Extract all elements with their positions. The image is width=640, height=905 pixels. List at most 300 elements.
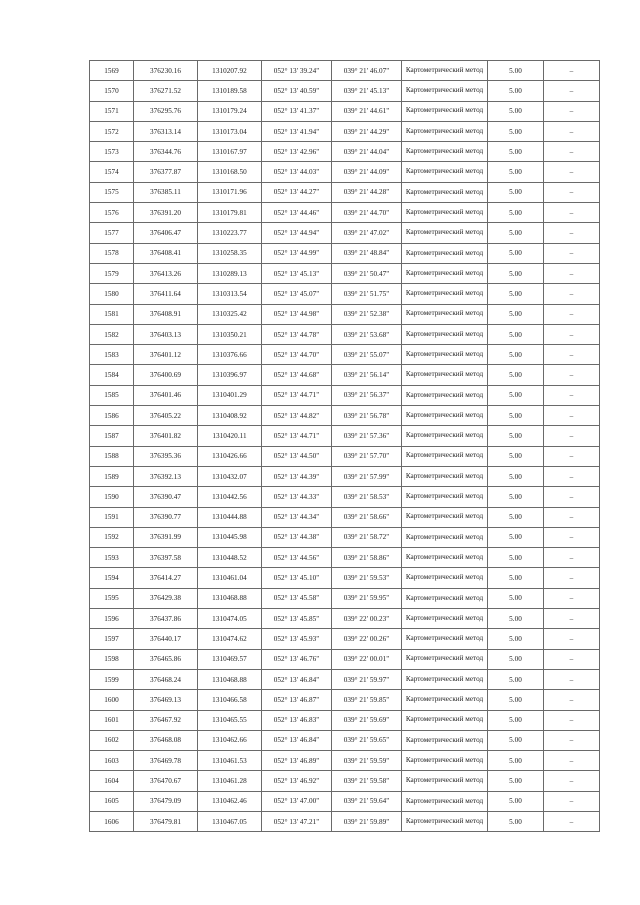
y-coordinate-cell: 1310171.96 bbox=[198, 182, 262, 202]
longitude-cell: 039° 21' 55.07" bbox=[332, 345, 402, 365]
method-cell: Картометрический метод bbox=[402, 507, 488, 527]
note-cell: – bbox=[544, 811, 600, 831]
longitude-cell: 039° 22' 00.01" bbox=[332, 649, 402, 669]
table-row bbox=[90, 710, 600, 730]
latitude-cell: 052° 13' 44.56" bbox=[262, 548, 332, 568]
method-cell: Картометрический метод bbox=[402, 61, 488, 81]
note-cell: – bbox=[544, 669, 600, 689]
longitude-cell: 039° 21' 59.89" bbox=[332, 811, 402, 831]
table-row bbox=[90, 81, 600, 101]
y-coordinate-cell: 1310401.29 bbox=[198, 385, 262, 405]
point-number-cell: 1605 bbox=[90, 791, 134, 811]
longitude-cell: 039° 21' 44.09" bbox=[332, 162, 402, 182]
point-number-cell: 1584 bbox=[90, 365, 134, 385]
y-coordinate-cell: 1310173.04 bbox=[198, 121, 262, 141]
latitude-cell: 052° 13' 44.82" bbox=[262, 406, 332, 426]
x-coordinate-cell: 376479.81 bbox=[134, 811, 198, 831]
point-number-cell: 1587 bbox=[90, 426, 134, 446]
x-coordinate-cell: 376414.27 bbox=[134, 568, 198, 588]
latitude-cell: 052° 13' 45.85" bbox=[262, 609, 332, 629]
x-coordinate-cell: 376390.77 bbox=[134, 507, 198, 527]
note-cell: – bbox=[544, 507, 600, 527]
x-coordinate-cell: 376468.24 bbox=[134, 669, 198, 689]
note-cell: – bbox=[544, 81, 600, 101]
longitude-cell: 039° 21' 58.53" bbox=[332, 487, 402, 507]
x-coordinate-cell: 376408.91 bbox=[134, 304, 198, 324]
x-coordinate-cell: 376406.47 bbox=[134, 223, 198, 243]
accuracy-cell: 5.00 bbox=[488, 284, 544, 304]
accuracy-cell: 5.00 bbox=[488, 466, 544, 486]
note-cell: – bbox=[544, 121, 600, 141]
accuracy-cell: 5.00 bbox=[488, 121, 544, 141]
latitude-cell: 052° 13' 44.46" bbox=[262, 203, 332, 223]
y-coordinate-cell: 1310474.05 bbox=[198, 609, 262, 629]
point-number-cell: 1595 bbox=[90, 588, 134, 608]
table-row bbox=[90, 771, 600, 791]
latitude-cell: 052° 13' 47.21" bbox=[262, 811, 332, 831]
x-coordinate-cell: 376437.86 bbox=[134, 609, 198, 629]
note-cell: – bbox=[544, 466, 600, 486]
point-number-cell: 1599 bbox=[90, 669, 134, 689]
note-cell: – bbox=[544, 345, 600, 365]
point-number-cell: 1585 bbox=[90, 385, 134, 405]
table-row bbox=[90, 527, 600, 547]
latitude-cell: 052° 13' 46.89" bbox=[262, 751, 332, 771]
table-row bbox=[90, 345, 600, 365]
method-cell: Картометрический метод bbox=[402, 243, 488, 263]
y-coordinate-cell: 1310465.55 bbox=[198, 710, 262, 730]
accuracy-cell: 5.00 bbox=[488, 710, 544, 730]
latitude-cell: 052° 13' 45.58" bbox=[262, 588, 332, 608]
y-coordinate-cell: 1310179.24 bbox=[198, 101, 262, 121]
method-cell: Картометрический метод bbox=[402, 730, 488, 750]
longitude-cell: 039° 21' 50.47" bbox=[332, 263, 402, 283]
y-coordinate-cell: 1310468.88 bbox=[198, 669, 262, 689]
table-row bbox=[90, 548, 600, 568]
note-cell: – bbox=[544, 243, 600, 263]
longitude-cell: 039° 21' 59.95" bbox=[332, 588, 402, 608]
longitude-cell: 039° 21' 57.70" bbox=[332, 446, 402, 466]
method-cell: Картометрический метод bbox=[402, 609, 488, 629]
method-cell: Картометрический метод bbox=[402, 527, 488, 547]
method-cell: Картометрический метод bbox=[402, 669, 488, 689]
y-coordinate-cell: 1310466.58 bbox=[198, 690, 262, 710]
method-cell: Картометрический метод bbox=[402, 385, 488, 405]
method-cell: Картометрический метод bbox=[402, 568, 488, 588]
note-cell: – bbox=[544, 101, 600, 121]
method-cell: Картометрический метод bbox=[402, 121, 488, 141]
accuracy-cell: 5.00 bbox=[488, 568, 544, 588]
method-cell: Картометрический метод bbox=[402, 304, 488, 324]
table-row bbox=[90, 446, 600, 466]
y-coordinate-cell: 1310376.66 bbox=[198, 345, 262, 365]
note-cell: – bbox=[544, 263, 600, 283]
longitude-cell: 039° 21' 59.58" bbox=[332, 771, 402, 791]
method-cell: Картометрический метод bbox=[402, 446, 488, 466]
x-coordinate-cell: 376403.13 bbox=[134, 324, 198, 344]
table-row bbox=[90, 203, 600, 223]
note-cell: – bbox=[544, 568, 600, 588]
latitude-cell: 052° 13' 44.34" bbox=[262, 507, 332, 527]
accuracy-cell: 5.00 bbox=[488, 162, 544, 182]
accuracy-cell: 5.00 bbox=[488, 426, 544, 446]
accuracy-cell: 5.00 bbox=[488, 345, 544, 365]
accuracy-cell: 5.00 bbox=[488, 669, 544, 689]
accuracy-cell: 5.00 bbox=[488, 730, 544, 750]
x-coordinate-cell: 376468.08 bbox=[134, 730, 198, 750]
latitude-cell: 052° 13' 46.84" bbox=[262, 669, 332, 689]
table-row bbox=[90, 669, 600, 689]
longitude-cell: 039° 22' 00.23" bbox=[332, 609, 402, 629]
note-cell: – bbox=[544, 588, 600, 608]
accuracy-cell: 5.00 bbox=[488, 771, 544, 791]
x-coordinate-cell: 376469.13 bbox=[134, 690, 198, 710]
accuracy-cell: 5.00 bbox=[488, 101, 544, 121]
method-cell: Картометрический метод bbox=[402, 284, 488, 304]
accuracy-cell: 5.00 bbox=[488, 365, 544, 385]
latitude-cell: 052° 13' 46.76" bbox=[262, 649, 332, 669]
y-coordinate-cell: 1310223.77 bbox=[198, 223, 262, 243]
point-number-cell: 1594 bbox=[90, 568, 134, 588]
table-row bbox=[90, 609, 600, 629]
note-cell: – bbox=[544, 446, 600, 466]
longitude-cell: 039° 21' 51.75" bbox=[332, 284, 402, 304]
table-row bbox=[90, 507, 600, 527]
note-cell: – bbox=[544, 730, 600, 750]
y-coordinate-cell: 1310408.92 bbox=[198, 406, 262, 426]
y-coordinate-cell: 1310258.35 bbox=[198, 243, 262, 263]
table-row bbox=[90, 629, 600, 649]
note-cell: – bbox=[544, 304, 600, 324]
table-row bbox=[90, 243, 600, 263]
point-number-cell: 1593 bbox=[90, 548, 134, 568]
x-coordinate-cell: 376391.99 bbox=[134, 527, 198, 547]
point-number-cell: 1591 bbox=[90, 507, 134, 527]
method-cell: Картометрический метод bbox=[402, 162, 488, 182]
latitude-cell: 052° 13' 41.37" bbox=[262, 101, 332, 121]
point-number-cell: 1588 bbox=[90, 446, 134, 466]
note-cell: – bbox=[544, 324, 600, 344]
method-cell: Картометрический метод bbox=[402, 649, 488, 669]
accuracy-cell: 5.00 bbox=[488, 548, 544, 568]
y-coordinate-cell: 1310468.88 bbox=[198, 588, 262, 608]
table-row bbox=[90, 365, 600, 385]
latitude-cell: 052° 13' 46.83" bbox=[262, 710, 332, 730]
longitude-cell: 039° 21' 56.37" bbox=[332, 385, 402, 405]
table-row bbox=[90, 101, 600, 121]
point-number-cell: 1603 bbox=[90, 751, 134, 771]
point-number-cell: 1601 bbox=[90, 710, 134, 730]
x-coordinate-cell: 376479.09 bbox=[134, 791, 198, 811]
latitude-cell: 052° 13' 44.78" bbox=[262, 324, 332, 344]
longitude-cell: 039° 21' 44.28" bbox=[332, 182, 402, 202]
longitude-cell: 039° 21' 57.36" bbox=[332, 426, 402, 446]
table-row bbox=[90, 142, 600, 162]
note-cell: – bbox=[544, 690, 600, 710]
accuracy-cell: 5.00 bbox=[488, 507, 544, 527]
note-cell: – bbox=[544, 162, 600, 182]
table-row bbox=[90, 791, 600, 811]
note-cell: – bbox=[544, 771, 600, 791]
method-cell: Картометрический метод bbox=[402, 548, 488, 568]
longitude-cell: 039° 21' 44.04" bbox=[332, 142, 402, 162]
method-cell: Картометрический метод bbox=[402, 629, 488, 649]
longitude-cell: 039° 21' 44.29" bbox=[332, 121, 402, 141]
x-coordinate-cell: 376400.69 bbox=[134, 365, 198, 385]
point-number-cell: 1602 bbox=[90, 730, 134, 750]
table-row bbox=[90, 284, 600, 304]
note-cell: – bbox=[544, 426, 600, 446]
table-row bbox=[90, 487, 600, 507]
x-coordinate-cell: 376271.52 bbox=[134, 81, 198, 101]
latitude-cell: 052° 13' 44.99" bbox=[262, 243, 332, 263]
y-coordinate-cell: 1310462.46 bbox=[198, 791, 262, 811]
y-coordinate-cell: 1310442.56 bbox=[198, 487, 262, 507]
x-coordinate-cell: 376295.76 bbox=[134, 101, 198, 121]
point-number-cell: 1589 bbox=[90, 466, 134, 486]
y-coordinate-cell: 1310289.13 bbox=[198, 263, 262, 283]
x-coordinate-cell: 376440.17 bbox=[134, 629, 198, 649]
point-number-cell: 1572 bbox=[90, 121, 134, 141]
note-cell: – bbox=[544, 182, 600, 202]
point-number-cell: 1570 bbox=[90, 81, 134, 101]
accuracy-cell: 5.00 bbox=[488, 385, 544, 405]
table-row bbox=[90, 121, 600, 141]
accuracy-cell: 5.00 bbox=[488, 751, 544, 771]
accuracy-cell: 5.00 bbox=[488, 223, 544, 243]
table-row bbox=[90, 690, 600, 710]
x-coordinate-cell: 376390.47 bbox=[134, 487, 198, 507]
longitude-cell: 039° 21' 59.69" bbox=[332, 710, 402, 730]
accuracy-cell: 5.00 bbox=[488, 487, 544, 507]
longitude-cell: 039° 21' 46.07" bbox=[332, 61, 402, 81]
point-number-cell: 1596 bbox=[90, 609, 134, 629]
latitude-cell: 052° 13' 44.94" bbox=[262, 223, 332, 243]
method-cell: Картометрический метод bbox=[402, 690, 488, 710]
longitude-cell: 039° 21' 52.38" bbox=[332, 304, 402, 324]
longitude-cell: 039° 21' 58.72" bbox=[332, 527, 402, 547]
point-number-cell: 1590 bbox=[90, 487, 134, 507]
table-row bbox=[90, 568, 600, 588]
method-cell: Картометрический метод bbox=[402, 81, 488, 101]
table-row bbox=[90, 751, 600, 771]
note-cell: – bbox=[544, 142, 600, 162]
table-row bbox=[90, 223, 600, 243]
longitude-cell: 039° 21' 56.78" bbox=[332, 406, 402, 426]
method-cell: Картометрический метод bbox=[402, 406, 488, 426]
point-number-cell: 1581 bbox=[90, 304, 134, 324]
method-cell: Картометрический метод bbox=[402, 345, 488, 365]
point-number-cell: 1578 bbox=[90, 243, 134, 263]
x-coordinate-cell: 376411.64 bbox=[134, 284, 198, 304]
x-coordinate-cell: 376401.12 bbox=[134, 345, 198, 365]
latitude-cell: 052° 13' 44.38" bbox=[262, 527, 332, 547]
longitude-cell: 039° 22' 00.26" bbox=[332, 629, 402, 649]
y-coordinate-cell: 1310448.52 bbox=[198, 548, 262, 568]
longitude-cell: 039° 21' 57.99" bbox=[332, 466, 402, 486]
y-coordinate-cell: 1310168.50 bbox=[198, 162, 262, 182]
point-number-cell: 1598 bbox=[90, 649, 134, 669]
table-body bbox=[90, 61, 600, 832]
table-row bbox=[90, 426, 600, 446]
latitude-cell: 052° 13' 42.96" bbox=[262, 142, 332, 162]
method-cell: Картометрический метод bbox=[402, 142, 488, 162]
note-cell: – bbox=[544, 710, 600, 730]
table-row bbox=[90, 811, 600, 831]
point-number-cell: 1586 bbox=[90, 406, 134, 426]
note-cell: – bbox=[544, 203, 600, 223]
x-coordinate-cell: 376230.16 bbox=[134, 61, 198, 81]
latitude-cell: 052° 13' 44.68" bbox=[262, 365, 332, 385]
x-coordinate-cell: 376377.87 bbox=[134, 162, 198, 182]
longitude-cell: 039° 21' 58.66" bbox=[332, 507, 402, 527]
accuracy-cell: 5.00 bbox=[488, 203, 544, 223]
latitude-cell: 052° 13' 44.39" bbox=[262, 466, 332, 486]
y-coordinate-cell: 1310474.62 bbox=[198, 629, 262, 649]
longitude-cell: 039° 21' 59.85" bbox=[332, 690, 402, 710]
x-coordinate-cell: 376395.36 bbox=[134, 446, 198, 466]
note-cell: – bbox=[544, 609, 600, 629]
y-coordinate-cell: 1310445.98 bbox=[198, 527, 262, 547]
x-coordinate-cell: 376401.46 bbox=[134, 385, 198, 405]
method-cell: Картометрический метод bbox=[402, 426, 488, 446]
accuracy-cell: 5.00 bbox=[488, 527, 544, 547]
note-cell: – bbox=[544, 365, 600, 385]
point-number-cell: 1592 bbox=[90, 527, 134, 547]
point-number-cell: 1600 bbox=[90, 690, 134, 710]
table-row bbox=[90, 162, 600, 182]
latitude-cell: 052° 13' 46.84" bbox=[262, 730, 332, 750]
y-coordinate-cell: 1310179.81 bbox=[198, 203, 262, 223]
latitude-cell: 052° 13' 46.87" bbox=[262, 690, 332, 710]
point-number-cell: 1571 bbox=[90, 101, 134, 121]
y-coordinate-cell: 1310313.54 bbox=[198, 284, 262, 304]
note-cell: – bbox=[544, 548, 600, 568]
table-row bbox=[90, 304, 600, 324]
point-number-cell: 1580 bbox=[90, 284, 134, 304]
x-coordinate-cell: 376391.20 bbox=[134, 203, 198, 223]
longitude-cell: 039° 21' 44.70" bbox=[332, 203, 402, 223]
method-cell: Картометрический метод bbox=[402, 203, 488, 223]
longitude-cell: 039° 21' 47.02" bbox=[332, 223, 402, 243]
accuracy-cell: 5.00 bbox=[488, 263, 544, 283]
x-coordinate-cell: 376397.58 bbox=[134, 548, 198, 568]
note-cell: – bbox=[544, 649, 600, 669]
x-coordinate-cell: 376429.38 bbox=[134, 588, 198, 608]
latitude-cell: 052° 13' 44.50" bbox=[262, 446, 332, 466]
note-cell: – bbox=[544, 751, 600, 771]
accuracy-cell: 5.00 bbox=[488, 791, 544, 811]
longitude-cell: 039° 21' 48.84" bbox=[332, 243, 402, 263]
latitude-cell: 052° 13' 45.13" bbox=[262, 263, 332, 283]
x-coordinate-cell: 376469.78 bbox=[134, 751, 198, 771]
table-row bbox=[90, 466, 600, 486]
y-coordinate-cell: 1310444.88 bbox=[198, 507, 262, 527]
accuracy-cell: 5.00 bbox=[488, 609, 544, 629]
longitude-cell: 039° 21' 44.61" bbox=[332, 101, 402, 121]
method-cell: Картометрический метод bbox=[402, 588, 488, 608]
latitude-cell: 052° 13' 44.33" bbox=[262, 487, 332, 507]
accuracy-cell: 5.00 bbox=[488, 182, 544, 202]
latitude-cell: 052° 13' 47.00" bbox=[262, 791, 332, 811]
y-coordinate-cell: 1310189.58 bbox=[198, 81, 262, 101]
table-row bbox=[90, 324, 600, 344]
latitude-cell: 052° 13' 45.10" bbox=[262, 568, 332, 588]
method-cell: Картометрический метод bbox=[402, 101, 488, 121]
table-row bbox=[90, 649, 600, 669]
x-coordinate-cell: 376313.14 bbox=[134, 121, 198, 141]
method-cell: Картометрический метод bbox=[402, 466, 488, 486]
accuracy-cell: 5.00 bbox=[488, 588, 544, 608]
latitude-cell: 052° 13' 44.03" bbox=[262, 162, 332, 182]
accuracy-cell: 5.00 bbox=[488, 406, 544, 426]
accuracy-cell: 5.00 bbox=[488, 81, 544, 101]
method-cell: Картометрический метод bbox=[402, 365, 488, 385]
point-number-cell: 1576 bbox=[90, 203, 134, 223]
longitude-cell: 039° 21' 58.86" bbox=[332, 548, 402, 568]
longitude-cell: 039° 21' 59.53" bbox=[332, 568, 402, 588]
y-coordinate-cell: 1310461.28 bbox=[198, 771, 262, 791]
point-number-cell: 1597 bbox=[90, 629, 134, 649]
table-row bbox=[90, 588, 600, 608]
x-coordinate-cell: 376392.13 bbox=[134, 466, 198, 486]
accuracy-cell: 5.00 bbox=[488, 446, 544, 466]
method-cell: Картометрический метод bbox=[402, 811, 488, 831]
accuracy-cell: 5.00 bbox=[488, 649, 544, 669]
latitude-cell: 052° 13' 44.70" bbox=[262, 345, 332, 365]
y-coordinate-cell: 1310325.42 bbox=[198, 304, 262, 324]
latitude-cell: 052° 13' 39.24" bbox=[262, 61, 332, 81]
latitude-cell: 052° 13' 44.71" bbox=[262, 426, 332, 446]
longitude-cell: 039° 21' 53.68" bbox=[332, 324, 402, 344]
y-coordinate-cell: 1310461.04 bbox=[198, 568, 262, 588]
y-coordinate-cell: 1310462.66 bbox=[198, 730, 262, 750]
accuracy-cell: 5.00 bbox=[488, 629, 544, 649]
note-cell: – bbox=[544, 629, 600, 649]
y-coordinate-cell: 1310396.97 bbox=[198, 365, 262, 385]
point-number-cell: 1604 bbox=[90, 771, 134, 791]
x-coordinate-cell: 376408.41 bbox=[134, 243, 198, 263]
x-coordinate-cell: 376401.82 bbox=[134, 426, 198, 446]
y-coordinate-cell: 1310432.07 bbox=[198, 466, 262, 486]
accuracy-cell: 5.00 bbox=[488, 61, 544, 81]
method-cell: Картометрический метод bbox=[402, 771, 488, 791]
method-cell: Картометрический метод bbox=[402, 182, 488, 202]
y-coordinate-cell: 1310426.66 bbox=[198, 446, 262, 466]
longitude-cell: 039° 21' 59.97" bbox=[332, 669, 402, 689]
latitude-cell: 052° 13' 44.98" bbox=[262, 304, 332, 324]
table-row bbox=[90, 385, 600, 405]
note-cell: – bbox=[544, 385, 600, 405]
point-number-cell: 1575 bbox=[90, 182, 134, 202]
accuracy-cell: 5.00 bbox=[488, 324, 544, 344]
y-coordinate-cell: 1310467.05 bbox=[198, 811, 262, 831]
longitude-cell: 039° 21' 59.65" bbox=[332, 730, 402, 750]
x-coordinate-cell: 376465.86 bbox=[134, 649, 198, 669]
point-number-cell: 1606 bbox=[90, 811, 134, 831]
latitude-cell: 052° 13' 44.27" bbox=[262, 182, 332, 202]
method-cell: Картометрический метод bbox=[402, 710, 488, 730]
coordinates-table bbox=[89, 60, 600, 832]
note-cell: – bbox=[544, 61, 600, 81]
x-coordinate-cell: 376413.26 bbox=[134, 263, 198, 283]
y-coordinate-cell: 1310207.92 bbox=[198, 61, 262, 81]
x-coordinate-cell: 376467.92 bbox=[134, 710, 198, 730]
table-row bbox=[90, 182, 600, 202]
point-number-cell: 1583 bbox=[90, 345, 134, 365]
table-row bbox=[90, 406, 600, 426]
note-cell: – bbox=[544, 284, 600, 304]
